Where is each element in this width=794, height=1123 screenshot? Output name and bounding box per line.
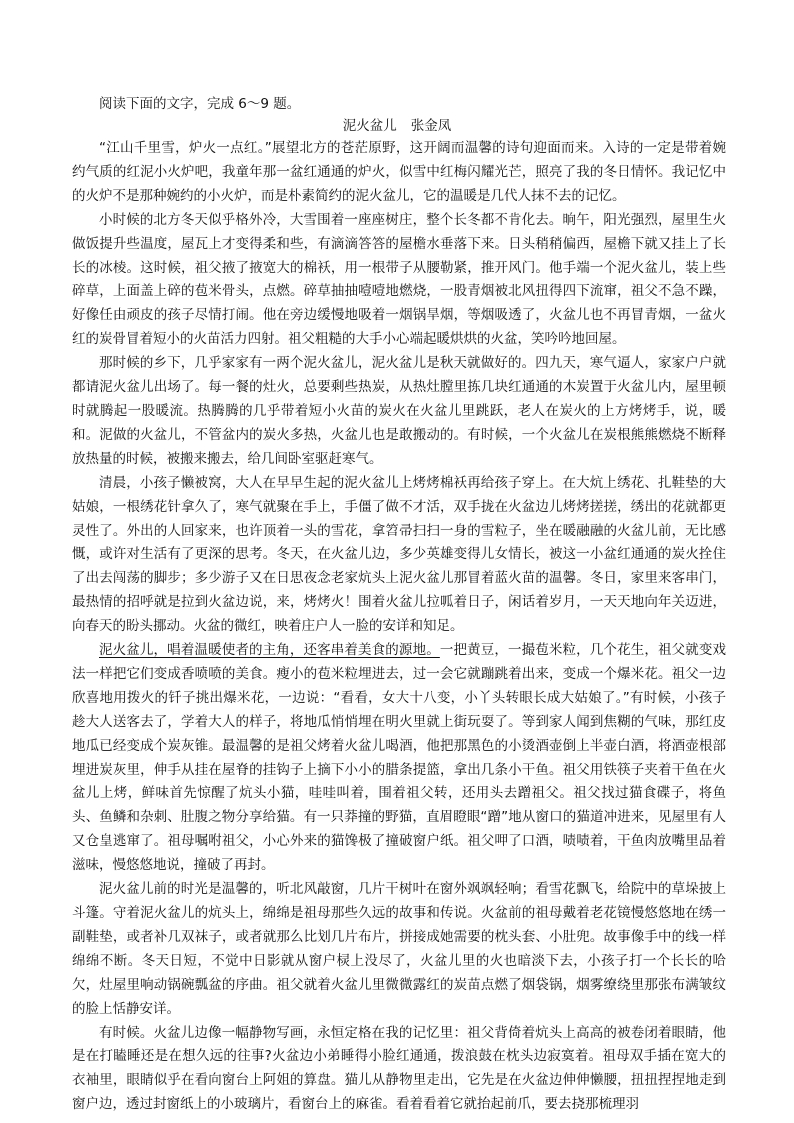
paragraph-5 [72,639,726,878]
paragraph-text: “江山千里雪，炉火一点红。”展望北方的苍茫原野，这开阔而温馨的诗句迎面而来。入诗的一定是带着婉约气质的红泥小火炉吧，我童年那一盆红通通的炉火，似雪中红梅闪耀光芒，照亮了我的冬日情怀。我记忆中的火炉不是那种婉约的小火炉，而是朴素简约的泥火盆儿，它的温暖是几代人抹不去的记忆。 [72,140,726,204]
paragraph-text: 有时候。火盆儿边像一幅静物写画，永恒定格在我的记忆里：祖父背倚着炕头上高高的被卷闭着眼睛，他是在打瞌睡还是在想久远的往事?火盆边小弟睡得小脸红通通，拨浪鼓在枕头边寂寞着。祖母双手插在宽大的衣袖里，眼睛似乎在看向窗台上阿姐的算盘。猫儿从静物里走出，它先是在火盆边伸伸懒腰，扭扭捏捏地走到窗户边，透过封窗纸上的小玻璃片，看窗台上的麻雀。看着看着它就抬起前爪，要去挠那梳理羽 [72,1024,726,1113]
paragraph-text: 小时候的北方冬天似乎格外冷，大雪围着一座座树庄，整个长冬都不肯化去。晌午，阳光强烈，屋里生火做饭提升些温度，屋瓦上才变得柔和些，有滴滴答答的屋檐水垂落下来。日头稍稍偏西，屋檐下就又挂上了长长的冰棱。这时候，祖父掖了掖宽大的棉袄，用一根带子从腰勒紧，推开风门。他手端一个泥火盆儿，装上些碎草，上面盖上碎的苞米骨头，点燃。碎草抽抽噎噎地燃烧，一股青烟被北风扭得四下流窜，祖父不急不躁，好像任由顽皮的孩子尽情打闹。他在旁边缓慢地吸着一烟锅旱烟，等烟吸透了，火盆儿也不再冒青烟，一盆火红的炭骨冒着短小的火苗活力四射。祖父粗糙的大手小心端起暖烘烘的火盆，笑吟吟地回屋。 [72,211,726,348]
paragraph-1 [72,137,726,209]
paragraph-text: 泥火盆儿前的时光是温馨的，听北风敲窗，几片干树叶在窗外飒飒轻响；看雪花飘飞，给院中的草垛披上斗篷。守着泥火盆儿的炕头上，绵绵是祖母那些久远的故事和传说。火盆前的祖母戴着老花镜慢悠悠地在绣一副鞋垫，或者补几双袜子，或者就那么比划几片布片，拼接成她需要的枕头套、小肚兜。故事像手中的线一样绵绵不断。冬天日短，不觉中日影就从窗户棂上没尽了，火盆儿里的火也暗淡下去，小孩子打一个长长的哈欠，灶屋里响动锅碗瓢盆的序曲。祖父就着火盆儿里微微露红的炭苗点燃了烟袋锅，烟雾缭绕里那张布满皱纹的脸上恬静安详。 [72,881,726,1017]
article-body [72,137,726,1117]
paragraph-text: 一把黄豆，一撮苞米粒，几个花生，祖父就变戏法一样把它们变成香喷喷的美食。瘦小的苞米粒埋进去，过一会它就蹦跳着出来，变成一个爆米花。祖父一边欣喜地用拨火的钎子挑出爆米花，一边说：“看看，女大十八变，小丫头转眼长成大姑娘了。”有时候，小孩子趁大人送客去了，学着大人的样子，将地瓜悄悄埋在明火里就上街玩耍了。等到家人闻到焦糊的气味，那红皮地瓜已经变成个炭灰锥。最温馨的是祖父烤着火盆儿喝酒，他把那黑色的小烫酒壶倒上半壶白酒，将酒壶根部埋进炭灰里，伸手从挂在屋脊的挂钩子上摘下小小的腊条提篮，拿出几条小干鱼。祖父用铁筷子夹着干鱼在火盆儿上烤，鲜味首先惊醒了炕头小猫，哇哇叫着，围着祖父转，还用头去蹭祖父。祖父找过猫食碟子，将鱼头、鱼鳞和杂刺、肚腹之物分享给猫。有一只莽撞的野猫，直眉瞪眼“蹭”地从窗口的猫道冲进来，见屋里有人又仓皇逃窜了。祖母嘱咐祖父，小心外来的猫馋极了撞破窗户纸。祖父呷了口酒，啧啧着，干鱼肉放嘴里品着滋味，慢悠悠地说，撞破了再封。 [72,642,727,874]
article-author: 张金凤 [410,118,452,134]
article-title-line [0,116,794,136]
article-title: 泥火盆儿 [342,118,397,134]
reading-instruction: 阅读下面的文字，完成 6～9 题。 [99,96,301,112]
paragraph-7 [72,1022,726,1118]
paragraph-6 [72,878,726,1021]
paragraph-3 [72,352,726,472]
paragraph-4 [72,472,726,639]
paragraph-text: 清晨，小孩子懒被窝，大人在早早生起的泥火盆儿上烤烤棉袄再给孩子穿上。在大炕上绣花、扎鞋垫的大姑娘，一根绣花针拿久了，寒气就聚在手上，手僵了做不才活，双手拢在火盆边儿烤烤搓搓，绣出的花就都更灵性了。外出的人回家来，也许顶着一头的雪花，拿笤帚扫扫一身的雪粒子，坐在暖融融的火盆儿前，无比感慨，或许对生活有了更深的思考。冬天，在火盆儿边，多少英雄变得儿女情长，被这一小盆红通通的炭火拴住了出去闯荡的脚步；多少游子又在日思夜念老家炕头上泥火盆儿那冒着蓝火苗的温馨。冬日，家里来客串门，最热情的招呼就是拉到火盆边说，来，烤烤火！围着火盆儿拉呱着日子，闲话着岁月，一天天地向年关迈进，向春天的盼头挪动。火盆的微红，映着庄户人一脸的安详和知足。 [72,474,726,635]
paragraph-text: 那时候的乡下，几乎家家有一两个泥火盆儿，泥火盆儿是秋天就做好的。四九天，寒气逼人，家家户户就都请泥火盆儿出场了。每一餐的灶火，总要剩些热炭，从热灶膛里拣几块红通通的木炭置于火盆儿内，屋里顿时就腾起一股暖流。热腾腾的几乎带着短小火苗的炭火在火盆儿里跳跃，老人在炭火的上方烤烤手，说，暖和。泥做的火盆儿，不管盆内的炭火多热，火盆儿也是敢搬动的。有时候，一个火盆儿在炭根熊熊燃烧不断释放热量的时候，被搬来搬去，给几间卧室驱赶寒气。 [72,355,726,467]
paragraph-2 [72,209,726,352]
underlined-sentence: 泥火盆儿，唱着温暖使者的主角，还客串着美食的源地。 [99,642,440,659]
